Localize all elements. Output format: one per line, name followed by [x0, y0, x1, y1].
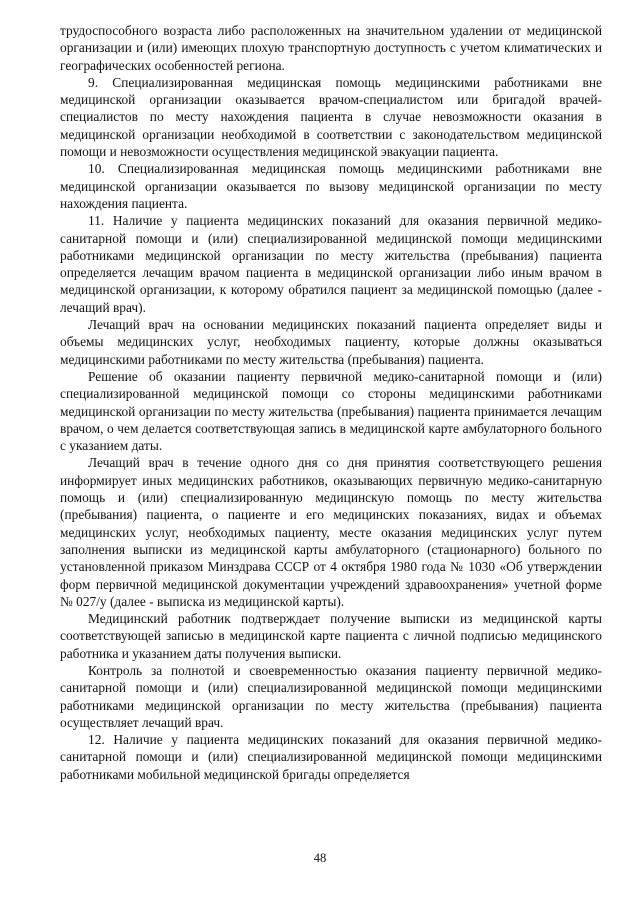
page-number: 48 — [313, 851, 327, 865]
paragraph-item-11: 11. Наличие у пациента медицинских показаний для оказания первичной медико-санитарной помощи и (или) специализированной медицинской помощи медицинскими работниками медицинской организации по месту жительства (пребывания) пациента определяется лечащим врачом пациента в медицинской организации либо иным врачом в медицинской организации, к которому обратился пациент за медицинской помощью (далее - лечащий врач). — [60, 213, 602, 315]
document-body — [60, 22, 602, 783]
paragraph-informing-staff: Лечащий врач в течение одного дня со дня принятия соответствующего решения информирует иных медицинских работников, оказывающих первичную медико-санитарную помощь и (или) специализированную медицинскую помощь по месту жительства (пребывания) пациента, о пациенте и его медицинских показаниях, видах и объемах медицинских услуг, необходимых пациенту, месте оказания медицинских услуг путем заполнения выписки из медицинской карты амбулаторного (стационарного) больного по установленной приказом Минздрава СССР от 4 октября 1980 года № 1030 «Об утверждении форм первичной медицинской документации учреждений здравоохранения» учетной форме № 027/у (далее - выписка из медицинской карты). — [60, 455, 602, 609]
paragraph-decision-record: Решение об оказании пациенту первичной медико-санитарной помощи и (или) специализированной медицинской помощи со стороны медицинскими работниками медицинской организации по месту жительства (пребывания) пациента принимается лечащим врачом, о чем делается соответствующая запись в медицинской карте амбулаторного больного с указанием даты. — [60, 368, 602, 454]
paragraph-item-10: 10. Специализированная медицинская помощь медицинскими работниками вне медицинской организации оказывается по вызову медицинской организации по месту нахождения пациента. — [60, 161, 602, 211]
paragraph-confirmation: Медицинский работник подтверждает получение выписки из медицинской карты соответствующей записью в медицинской карте пациента с личной подписью медицинского работника и указанием даты получения выписки. — [60, 611, 602, 661]
paragraph-continuation: трудоспособного возраста либо расположенных на значительном удалении от медицинской организации и (или) имеющих плохую транспортную доступность с учетом климатических и географических особенностей региона. — [60, 23, 602, 73]
paragraph-treating-doctor-scope: Лечащий врач на основании медицинских показаний пациента определяет виды и объемы медицинских услуг, необходимых пациенту, которые должны оказываться медицинскими работниками по месту жительства (пребывания) пациента. — [60, 317, 602, 367]
paragraph-control: Контроль за полнотой и своевременностью оказания пациенту первичной медико-санитарной помощи и (или) специализированной медицинской помощи медицинскими работниками медицинской организации по месту жительства (пребывания) пациента осуществляет лечащий врач. — [60, 662, 602, 730]
paragraph-item-12: 12. Наличие у пациента медицинских показаний для оказания первичной медико-санитарной помощи и (или) специализированной медицинской помощи медицинскими работниками мобильной медицинской бригады определяется — [60, 732, 602, 782]
paragraph-item-9: 9. Специализированная медицинская помощь медицинскими работниками вне медицинской организации оказывается врачом-специалистом или бригадой врачей-специалистов по месту нахождения пациента в случае невозможности оказания в медицинской организации необходимой в соответствии с законодательством медицинской помощи и невозможности осуществления медицинской эвакуации пациента. — [60, 74, 602, 160]
